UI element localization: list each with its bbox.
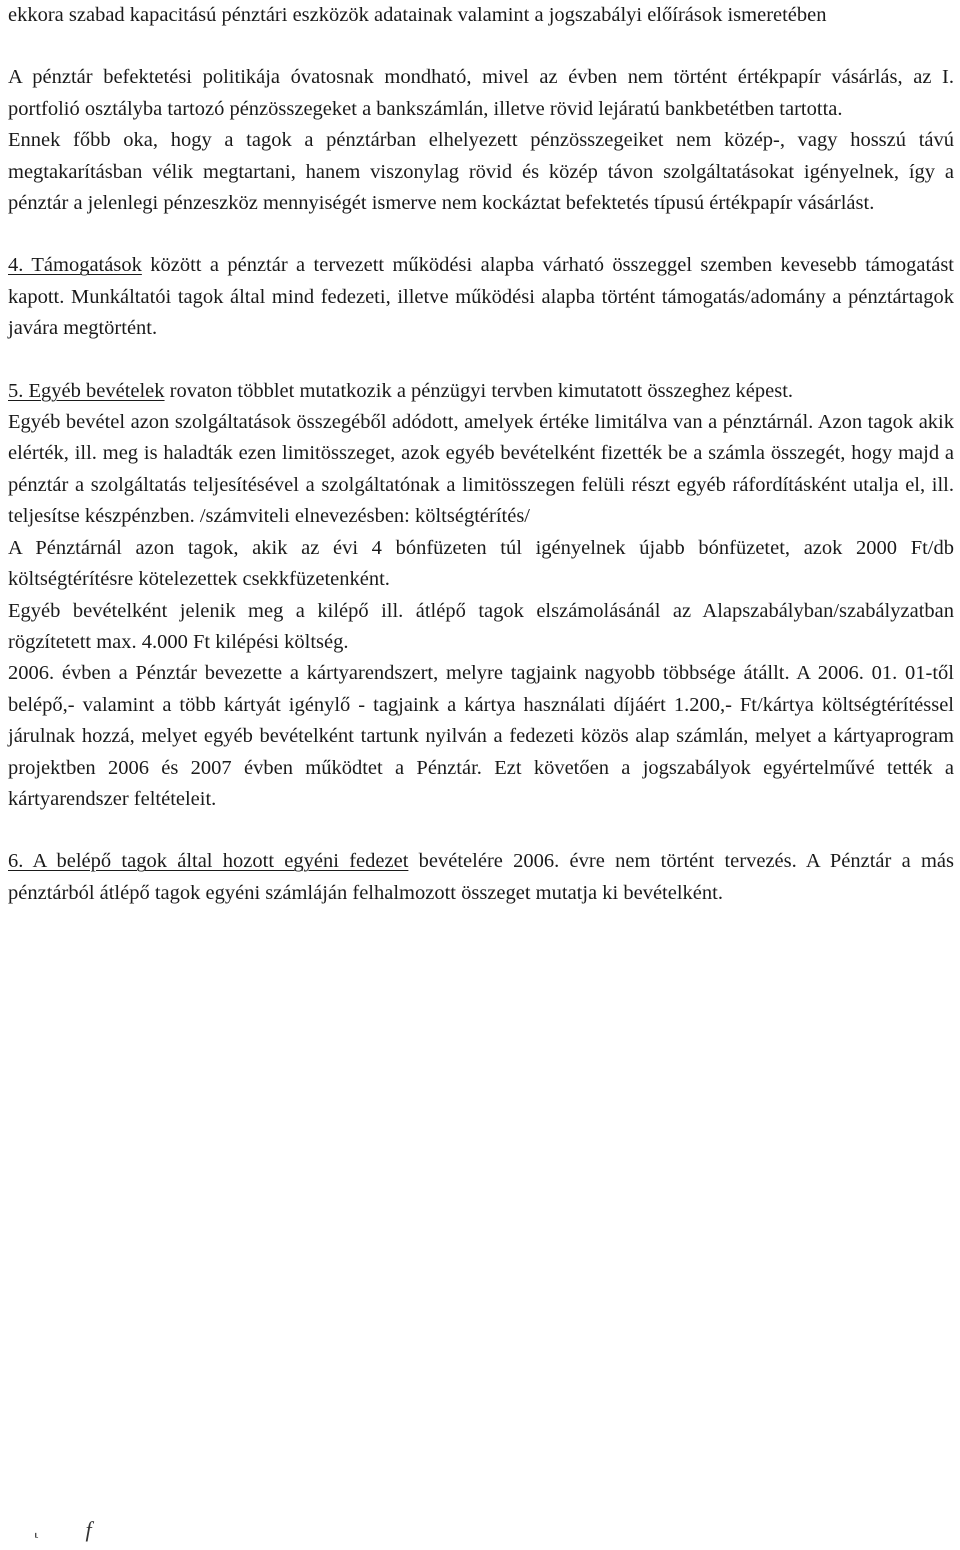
section-6-text: bevételére 2006. évre nem történt tervezés. A Pénztár a más pénztárból átlépő tagok egyéni számláján felhalmozott összeget mutatja ki bevételként. xyxy=(8,850,954,904)
paragraph-bonus-booklet: A Pénztárnál azon tagok, akik az évi 4 bónfüzeten túl igényelnek újabb bónfüzetet, azok 2000 Ft/db költségtérítésre kötelezettek csekkfüzetenként. xyxy=(8,536,954,591)
section-4-text: között a pénztár a tervezett működési alapba várható összeggel szemben kevesebb támogatást kapott. Munkáltatói tagok által mind fedezeti, illetve működési alapba történt támogatás/adomány a pénztártagok javára megtörtént. xyxy=(8,254,954,340)
section-5 xyxy=(8,376,954,407)
section-4-heading: 4. Támogatások xyxy=(8,254,142,277)
document-page xyxy=(8,0,954,909)
paragraph-gap xyxy=(8,345,954,376)
paragraph-gap xyxy=(8,219,954,250)
paragraph-gap xyxy=(8,815,954,846)
section-6 xyxy=(8,846,954,909)
footer-marks xyxy=(34,1517,92,1543)
section-5-heading: 5. Egyéb bevételek xyxy=(8,379,165,402)
paragraph-exit-cost: Egyéb bevételként jelenik meg a kilépő ill. átlépő tagok elszámolásánál az Alapszabályban/szabályzatban rögzítetett max. 4.000 Ft kilépési költség. xyxy=(8,599,954,653)
paragraph-investment-policy: A pénztár befektetési politikája óvatosnak mondható, mivel az évben nem történt értékpapír vásárlás, az I. portfolió osztályba tartozó pénzösszegeket a bankszámlán, illetve rövid lejáratú bankbetétben tartotta. xyxy=(8,66,954,120)
footer-mark-right: f xyxy=(85,1517,92,1542)
paragraph-intro: ekkora szabad kapacitású pénztári eszközök adatainak valamint a jogszabályi előírások ismeretében xyxy=(8,4,827,26)
footer-mark-left: ⸤ xyxy=(34,1523,40,1539)
paragraph-card-system: 2006. évben a Pénztár bevezette a kártyarendszert, melyre tagjaink nagyobb többsége átállt. A 2006. 01. 01-től belépő,- valamint a több kártyát igénylő - tagjaink a kártya használati díjáért 1.200,- Ft/kártya költségtérítéssel járulnak hozzá, melyet egyéb bevételként tartunk nyilván a fedezeti közös alap számlán, melyet a kártyaprogram projektben 2006 és 2007 évben működtet a Pénztár. Ezt követően a jogszabályok egyértelművé tették a kártyarendszer feltételeit. xyxy=(8,662,954,810)
paragraph-gap xyxy=(8,31,954,62)
section-5-text: rovaton többlet mutatkozik a pénzügyi tervben kimutatott összeghez képest. xyxy=(164,379,794,402)
section-6-heading: 6. A belépő tagok által hozott egyéni fedezet xyxy=(8,850,409,873)
section-4 xyxy=(8,250,954,344)
paragraph-investment-reason: Ennek főbb oka, hogy a tagok a pénztárban elhelyezett pénzösszegeiket nem közép-, vagy hosszú távú megtakarításban vélik megtartani, hanem viszonylag rövid és közép távon szolgáltatásokat igényelnek, így a pénztár a jelenlegi pénzeszköz mennyiségét ismerve nem kockáztat befektetés típusú értékpapír vásárlást. xyxy=(8,129,954,215)
paragraph-other-income: Egyéb bevétel azon szolgáltatások összegéből adódott, amelyek értéke limitálva van a pénztárnál. Azon tagok akik elérték, ill. meg is haladták ezen limitösszeget, azok egyéb bevételként fizették be a számla összegét, hogy majd a pénztár a szolgáltatás teljesítésével a szolgáltatónak a limitösszegen felüli részt egyéb ráfordításként utalja el, ill. teljesítse készpénzben. /számviteli elnevezésben: költségtérítés/ xyxy=(8,411,954,528)
